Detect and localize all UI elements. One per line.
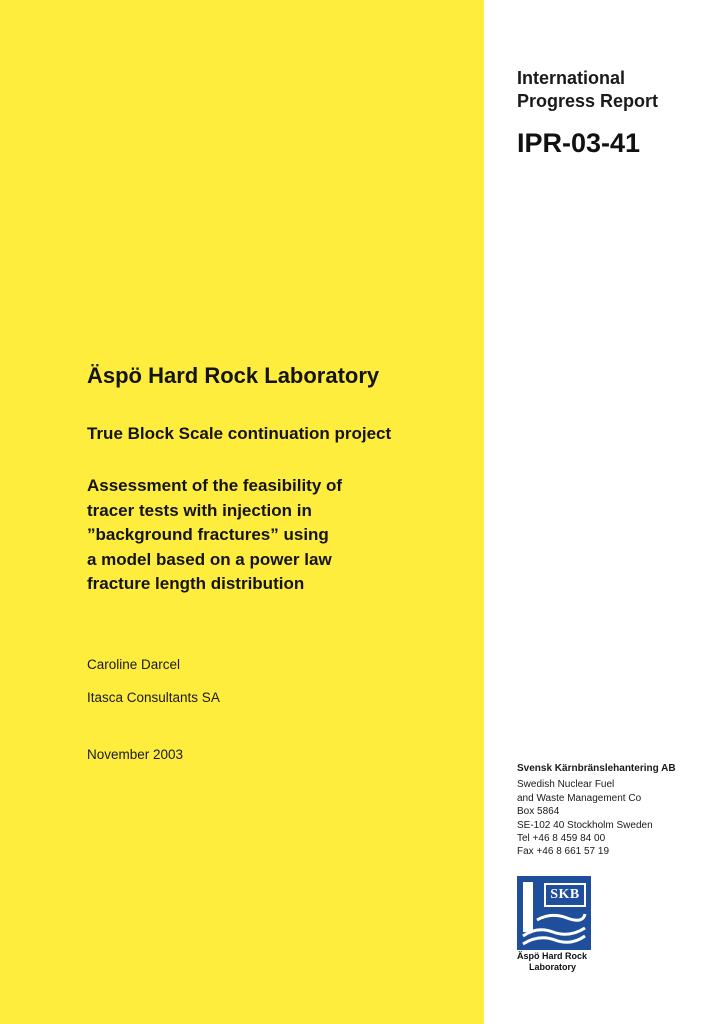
publisher-fax: Fax +46 8 661 57 19 bbox=[517, 846, 610, 858]
report-type-line2: Progress Report bbox=[517, 91, 659, 111]
logo-caption-line1: Äspö Hard Rock bbox=[517, 951, 588, 961]
report-title-line: Assessment of the feasibility of bbox=[87, 476, 343, 495]
publication-date: November 2003 bbox=[87, 747, 184, 762]
report-type-line1: International bbox=[517, 68, 626, 88]
report-type bbox=[517, 67, 707, 113]
affiliation: Itasca Consultants SA bbox=[87, 690, 220, 705]
publisher-line: Box 5864 bbox=[517, 806, 560, 818]
report-title bbox=[87, 474, 457, 597]
publisher-block bbox=[517, 762, 717, 859]
logo-text: SKB bbox=[550, 887, 580, 902]
publisher-line: and Waste Management Co bbox=[517, 792, 642, 804]
publisher-line: SE-102 40 Stockholm Sweden bbox=[517, 819, 653, 831]
report-title-line: ”background fractures” using bbox=[87, 525, 329, 544]
publisher-line: Swedish Nuclear Fuel bbox=[517, 779, 615, 791]
report-title-line: tracer tests with injection in bbox=[87, 500, 312, 520]
author: Caroline Darcel bbox=[87, 657, 181, 672]
lab-title: Äspö Hard Rock Laboratory bbox=[87, 363, 380, 388]
report-number: IPR-03-41 bbox=[517, 128, 641, 158]
logo-caption bbox=[517, 951, 597, 973]
report-title-line: fracture length distribution bbox=[87, 574, 305, 593]
publisher-phone: Tel +46 8 459 84 00 bbox=[517, 833, 606, 845]
logo-caption-line2: Laboratory bbox=[529, 962, 577, 972]
project-title: True Block Scale continuation project bbox=[87, 424, 392, 443]
publisher-name: Svensk Kärnbränslehantering AB bbox=[517, 763, 676, 774]
report-title-line: a model based on a power law bbox=[87, 549, 332, 569]
